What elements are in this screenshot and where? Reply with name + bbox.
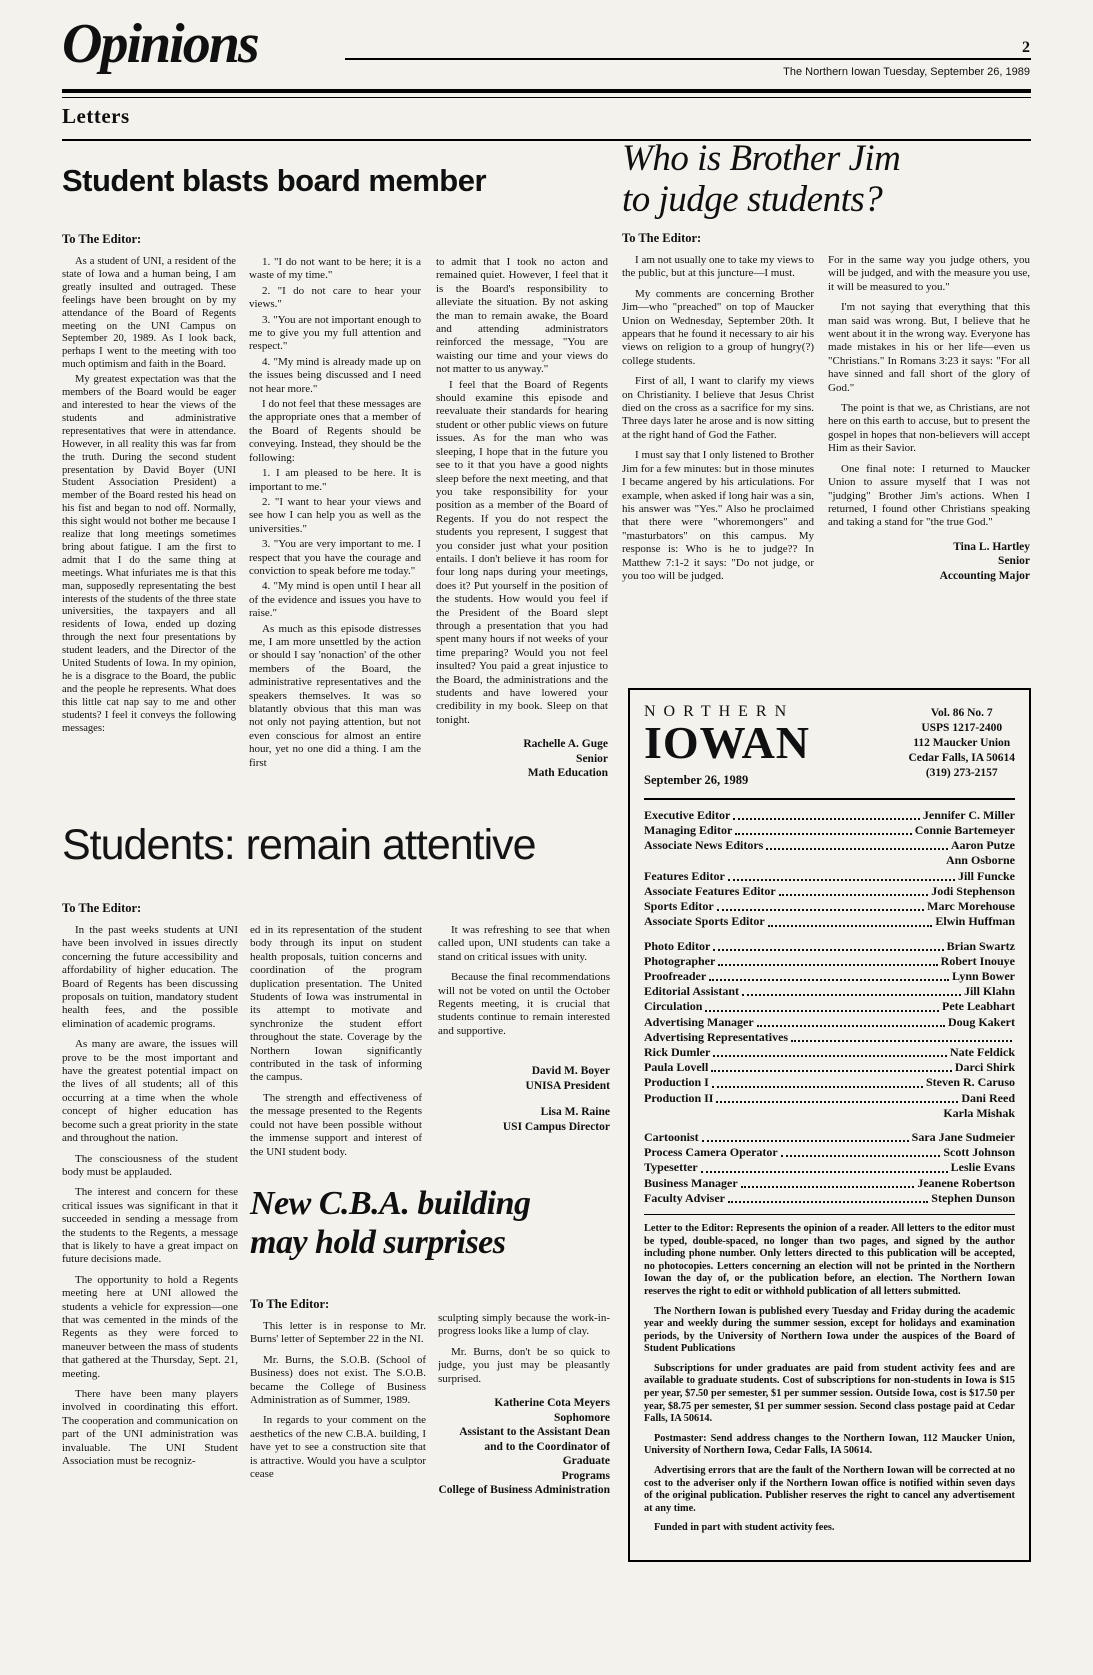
paragraph: I'm not saying that everything that this man said was wrong. But, I believe that he went about it in the wrong way. Everyone has made mistakes in his or her life—even us "Christians." In Romans 3:23 it says: "For all have sinned and fall short of the glory of God." (828, 301, 1030, 394)
staff-role: Typesetter (644, 1160, 698, 1175)
article-headline-students-attentive: Students: remain attentive (62, 821, 536, 869)
paragraph: Mr. Burns, the S.O.B. (School of Business) does not exist. The S.O.B. became the College of Business Administration as of Summer, 1989. (250, 1353, 426, 1407)
policy-paragraph: Advertising errors that are the fault of the Northern Iowan will be corrected at no cost to the adveriser only if the Northern Iowan office is notified within seven days of the original publication. Publisher reserves the right to cancel any advertisement at any time. (644, 1465, 1015, 1514)
staff-name: Doug Kakert (948, 1014, 1015, 1029)
staff-name: Jill Klahn (963, 984, 1015, 999)
staff-row (644, 823, 1015, 838)
staff-role: Features Editor (644, 868, 725, 883)
signature-block (438, 1396, 610, 1498)
paragraph: 2. "I want to hear your views and see how I can help you as well as the universities." (249, 495, 421, 535)
staff-role: Advertising Manager (644, 1014, 754, 1029)
staff-role: Rick Dumler (644, 1044, 711, 1059)
staff-name: Sara Jane Sudmeier (911, 1129, 1015, 1144)
staff-name: Brian Swartz (946, 938, 1015, 953)
staff-name: Jill Funcke (957, 868, 1015, 883)
dot-leader (716, 1101, 958, 1103)
staff-name: Jodi Stephenson (931, 883, 1015, 898)
signature-line: Math Education (527, 767, 608, 780)
signature-line: Rachelle A. Guge (523, 738, 608, 751)
staff-name: Leslie Evans (950, 1160, 1015, 1175)
headline-line: to judge students? (622, 179, 883, 221)
staff-role: Associate News Editors (644, 838, 764, 853)
staff-row (644, 884, 1015, 899)
staff-name: Lynn Bower (951, 968, 1015, 983)
paragraph: It was refreshing to see that when called upon, UNI students can take a stand on critical issues with unity. (438, 924, 610, 963)
policy-paragraph: The Northern Iowan is published every Tuesday and Friday during the academic year and weekly during the summer session, except for holidays and examination periods, by the University of Northern Iowa under the auspices of the Board of Student Publications (644, 1305, 1015, 1355)
staff-role: Advertising Representatives (644, 1029, 789, 1044)
paragraph: The strength and effectiveness of the message presented to the Regents could not have been possible without the immense support and interest of the UNI student body. (250, 1091, 422, 1158)
signature-line: Sophomore (553, 1411, 610, 1424)
paragraph: 4. "My mind is already made up on the issues being discussed and I need not hear more." (249, 355, 421, 395)
paragraph: As much as this episode distresses me, I am more unsettled by the action or should I say 'nonaction' of the other members of the Board, the administrative representatives and the speakers themselves. It was so blatantly obvious that this man was not only not paying attention, but not even conscious for almost an entire hour, yet no one did a thing. I am the first (249, 622, 421, 769)
staff-role: Faculty Adviser (644, 1190, 725, 1205)
paragraph: In the past weeks students at UNI have been involved in issues directly concerning the future accessibility and affordability of higher education. The Board of Regents has been discussing proposals on tuition, mandatory student health fees, and the possible elimination of academic programs. (62, 924, 238, 1030)
staff-name: Karla Mishak (943, 1105, 1015, 1120)
article-headline-cba (250, 1184, 620, 1263)
signature-line: and to the Coordinator of Graduate (484, 1440, 610, 1468)
staff-row (644, 984, 1015, 999)
signature-line: Programs (561, 1469, 610, 1482)
staff-name: Darci Shirk (954, 1060, 1015, 1075)
letters-heading: Letters (62, 104, 130, 128)
divider (644, 1214, 1015, 1215)
staff-row (644, 838, 1015, 853)
paragraph: My greatest expectation was that the members of the Board would be eager and interested to hear the views of the students and administrative representatives that were in attendance. However, in all reality this was far from the truth. During the second student presentation by David Boyer (UNI Student Association President) a member of the Board rested his head on his fist and began to nod off. Normally, this sight would not bother me because I realize that long meetings sometimes bring about fatigue. I am the first to admit that I do the same thing at meetings. What infuriates me is that this man, supposedly representating the best interests of the students of the three state universities, the taxpayers and all residents of Iowa, ended up dozing through the next four presentations by student leaders, and the Director of the United Students of Iowa. In my opinion, he is a disgrace to the Board, the public and the people he represents. What does this little cat nap say to me and other students? I feel it conveys the following messages: (62, 374, 236, 734)
staff-row (644, 969, 1015, 984)
paragraph: This letter is in response to Mr. Burns' letter of September 22 in the NI. (250, 1320, 426, 1346)
staff-name: Marc Morehouse (927, 899, 1015, 914)
signature-block (438, 1105, 610, 1134)
spacer (644, 1121, 1015, 1130)
paragraph: The interest and concern for these critical issues was significant in that it succeeded in sending a message from the students to the Regents, a message that is likely to have a great impact on future decisions made. (62, 1186, 238, 1266)
staff-name: Connie Bartemeyer (914, 823, 1015, 838)
masthead-nameplate (644, 702, 810, 788)
masthead-info-line: 112 Maucker Union (913, 737, 1011, 749)
staff-row (644, 1075, 1015, 1090)
dot-leader (741, 1186, 915, 1188)
staff-role: Production I (644, 1075, 709, 1090)
paragraph: 2. "I do not care to hear your views." (249, 284, 421, 311)
staff-name: Pete Leabhart (942, 999, 1015, 1014)
dot-leader (709, 979, 949, 981)
staff-role: Circulation (644, 999, 703, 1014)
masthead-box (628, 688, 1031, 1562)
salutation: To The Editor: (62, 901, 142, 915)
masthead-info-line: Cedar Falls, IA 50614 (908, 752, 1015, 764)
dot-leader (702, 1140, 909, 1142)
dot-leader (742, 994, 961, 996)
signature-line: Senior (998, 555, 1030, 568)
dot-leader (733, 818, 920, 820)
staff-row (644, 1176, 1015, 1191)
section-title: Opinions (62, 13, 258, 75)
article-column (62, 924, 238, 1564)
signature-line: Assistant to the Assistant Dean (459, 1426, 610, 1439)
paragraph: My comments are concerning Brother Jim—who "preached" on top of Maucker Union on Wednesday, September 20th. It appears that he found it necessary to air his views on religion to a group of hungry(?) college students. (622, 287, 814, 367)
staff-row (644, 1015, 1015, 1030)
header-thick-rule (62, 89, 1031, 93)
article-column (62, 256, 236, 816)
staff-name: Jennifer C. Miller (922, 807, 1015, 822)
dot-leader (757, 1025, 945, 1027)
signature-line: USI Campus Director (502, 1120, 610, 1133)
staff-list-group1 (644, 808, 1015, 930)
staff-row (644, 869, 1015, 884)
policy-paragraph: Postmaster: Send address changes to the Northern Iowan, 112 Maucker Union, University of Northern Iowa, Cedar Falls, IA 50614. (644, 1432, 1015, 1457)
paragraph: For in the same way you judge others, you will be judged, and with the measure you use, it will be measured to you." (828, 254, 1030, 293)
paragraph: I am not usually one to take my views to the public, but at this juncture—I must. (622, 254, 814, 280)
article-column (250, 924, 422, 1176)
paragraph: The opportunity to hold a Regents meeting here at UNI allowed the students a vehicle for expression—one that was cemented in the minds of the Regents as they were forced to maneuver between the mass of students that gathered at the Thursday, Sept. 21, meeting. (62, 1273, 238, 1380)
signature-block (436, 737, 608, 781)
paragraph: The point is that we, as Christians, are not here on this earth to accuse, but to present the gospel in hopes that non-believers will accept Him as their Savior. (828, 402, 1030, 455)
signature-block (828, 540, 1030, 584)
header-rule-right (345, 58, 1031, 60)
signature-line: Accounting Major (939, 569, 1030, 582)
headline-line: New C.B.A. building (250, 1185, 531, 1222)
staff-role: Managing Editor (644, 823, 733, 838)
dot-leader (791, 1040, 1012, 1042)
dot-leader (705, 1010, 939, 1012)
paragraph: 4. "My mind is open until I hear all of the evidence and issues you have to raise." (249, 580, 421, 620)
staff-row (644, 1106, 1015, 1121)
dot-leader (712, 1086, 923, 1088)
staff-list-group2 (644, 939, 1015, 1121)
staff-row (644, 899, 1015, 914)
signature-line: Katherine Cota Meyers (494, 1397, 610, 1410)
signature-line: Senior (576, 752, 608, 765)
staff-row (644, 808, 1015, 823)
article-column (438, 1312, 610, 1562)
signature-line: College of Business Administration (438, 1484, 610, 1497)
divider (644, 798, 1015, 800)
dot-leader (728, 1201, 928, 1203)
staff-name: Aaron Putze (950, 838, 1015, 853)
paragraph: Because the final recommendations will not be voted on until the October Regents meeting, it is crucial that students continue to remain interested and supportive. (438, 971, 610, 1037)
staff-name: Nate Feldick (950, 1044, 1015, 1059)
paragraph: I feel that the Board of Regents should examine this episode and reevaluate their standards for hearing student or other public views on future issues. As for the man who was sleeping, I hope that in the future you see to it that you have a good nights sleep before the next meeting, and that you take responsibility for your position as a member of the Board of Regents. If you do not respect the students you represent, I suggest that you consider just what your position entails. I don't believe it has room for four long naps during your meetings, does it? Put yourself in the position of the students. How would you feel if the President of the Board slept through a presentation that you had spent many hours if not weeks of your time preparing? Would you not feel insulted? You paid a great injustice to the Board, the administrations and the students and have lowered your credibility in my book. Sleep on that tonight. (436, 378, 608, 726)
paragraph: 1. I am pleased to be here. It is important to me." (249, 467, 421, 493)
staff-role: Photo Editor (644, 938, 711, 953)
policy-paragraph: Funded in part with student activity fees. (654, 1522, 835, 1534)
staff-name: Ann Osborne (945, 853, 1015, 868)
article-headline-brother-jim (622, 138, 1042, 221)
staff-row (644, 1091, 1015, 1106)
paragraph: There have been many players involved in coordinating this effort. The cooperation and communication on part of the UNI administration was invaluable. The UNI Student Association must be recogniz- (62, 1388, 238, 1468)
dot-leader (713, 1055, 947, 1057)
staff-row (644, 1145, 1015, 1160)
article-column (828, 254, 1030, 684)
headline-line: Who is Brother Jim (622, 138, 901, 179)
masthead-name-bottom: IOWAN (644, 717, 811, 769)
dot-leader (701, 1171, 948, 1173)
paragraph: 3. "You are not important enough to me to give you my full attention and respect." (249, 313, 421, 353)
staff-name: Elwin Huffman (935, 914, 1015, 929)
paragraph: 1. "I do not want to be here; it is a waste of my time." (249, 256, 421, 282)
staff-role: Business Manager (644, 1175, 738, 1190)
staff-name: Jeanene Robertson (917, 1175, 1015, 1190)
headline-line: may hold surprises (250, 1224, 506, 1262)
staff-role: Associate Features Editor (644, 883, 776, 898)
paragraph: I must say that I only listened to Brother Jim for a few minutes: but in those minutes I became angered by his articulations. For example, when asked if long hair was a sin, his answer was "Yes." Also he proclaimed that there were "whoremongers" and "masturbators" on this campus. My response is: Who is he to judge?? In Matthew 7:1-2 it says: "Do not judge, or you too will be judged. (622, 449, 814, 582)
letters-policy (644, 1223, 1015, 1535)
staff-row (644, 999, 1015, 1014)
signature-line: UNISA President (525, 1079, 610, 1092)
spacer (644, 930, 1015, 939)
dot-leader (717, 909, 924, 911)
dot-leader (781, 1155, 941, 1157)
staff-role: Photographer (644, 953, 716, 968)
staff-role: Paula Lovell (644, 1060, 709, 1075)
paragraph: I do not feel that these messages are the appropriate ones that a member of the Board of Regents should be conveying. Instead, they should be the following: (249, 398, 421, 464)
staff-name: Robert Inouye (940, 953, 1015, 968)
signature-line: David M. Boyer (531, 1065, 610, 1078)
staff-name: Steven R. Caruso (926, 1075, 1015, 1090)
paragraph: 3. "You are very important to me. I respect that you have the courage and conviction to speak before me today." (249, 538, 421, 577)
dot-leader (711, 1070, 952, 1072)
signature-line: Tina L. Hartley (953, 540, 1030, 553)
staff-list-group3 (644, 1130, 1015, 1206)
policy-paragraph: Subscriptions for under graduates are paid from student activity fees and are available to graduate students. Cost of subscriptions for non-students in Iowa is $15 per year, $7.50 per semester, $1 per summer session. Outside Iowa, cost is $17.50 per year, $8.75 per semester, $1 per summer session. Second class postage paid at Cedar Falls, IA 50614. (644, 1362, 1015, 1425)
article-headline-student-blasts: Student blasts board member (62, 163, 487, 198)
staff-row (644, 1045, 1015, 1060)
staff-row (644, 1160, 1015, 1175)
paragraph: One final note: I returned to Maucker Union to assure myself that I was not "judging" Brother Jim's actions. When I returned, I found other Christians speaking and taking a stand for "the true God." (828, 462, 1030, 529)
paragraph: to admit that I took no acton and remained quiet. However, I feel that it is the Board's responsibility to alleviate the situation. By not asking the man to remain awake, the Board and attending administrators reinforced the message, "You are waisting our time and your views do not matter to us anyway." (436, 256, 608, 376)
staff-row (644, 939, 1015, 954)
staff-row (644, 1130, 1015, 1145)
paragraph: The consciousness of the student body must be applauded. (62, 1152, 238, 1178)
staff-role: Editorial Assistant (644, 984, 740, 999)
masthead-info-line: USPS 1217-2400 (921, 722, 1003, 734)
article-column (249, 256, 421, 816)
paragraph: Mr. Burns, don't be so quick to judge, you just may be pleasantly surprised. (438, 1345, 610, 1385)
dot-leader (713, 949, 943, 951)
staff-role: Production II (644, 1090, 714, 1105)
masthead-header (644, 702, 1015, 788)
salutation: To The Editor: (622, 231, 702, 245)
header-thin-rule (62, 97, 1031, 98)
dot-leader (728, 879, 955, 881)
staff-role: Cartoonist (644, 1129, 699, 1144)
policy-paragraph: Letter to the Editor: Represents the opinion of a reader. All letters to the editor must be typed, double-spaced, no longer than two pages, and signed by the author including phone number. Only letters directed to this publication will be accepted, no photocopies. Letters concerning an election will not be printed in the Northern Iowan the day of, or the publication before, an election. The Northern Iowan reserves the right to edit or withhold publication of all letters submitted. (644, 1222, 1015, 1297)
staff-name: Stephen Dunson (931, 1190, 1015, 1205)
staff-row (644, 914, 1015, 929)
staff-row (644, 954, 1015, 969)
paragraph: In regards to your comment on the aesthetics of the new C.B.A. building, I have yet to see a construction site that is attractive. Would you have a sculptor cease (250, 1414, 426, 1481)
masthead-info-line: Vol. 86 No. 7 (930, 707, 993, 719)
staff-row (644, 1030, 1015, 1045)
masthead-name-top: NORTHERN (644, 703, 795, 720)
staff-name: Scott Johnson (943, 1145, 1015, 1160)
dot-leader (735, 833, 911, 835)
staff-role: Sports Editor (644, 899, 714, 914)
paragraph: As a student of UNI, a resident of the state of Iowa and a human being, I am greatly insulted and outraged. These feelings have been brought on by my attendance of the Board of Regents meeting on the UNI Campus on September 20, 1989. As I look back, perhaps I went to the meeting with too much optimism and faith in the Board. (62, 256, 236, 371)
staff-row (644, 1060, 1015, 1075)
salutation: To The Editor: (62, 232, 142, 246)
signature-block (438, 1064, 610, 1093)
article-column (622, 254, 814, 684)
dot-leader (779, 894, 929, 896)
paragraph: ed in its representation of the student body through its input on student health proposals, tuition concerns and coordination of the program duplication presentation. The United Students of Iowa was instrumental in its attempt to motivate and synchronize the student effort throughout the state. Coverage by the Northern Iowan significantly contributed in the task of informing the campus. (250, 924, 422, 1084)
paragraph: As many are aware, the issues will prove to be the most important and have the greatest potential impact on the lives of all students; all of this occurring at a time when the whole concept of higher education has become such a great priority in the state and throughout the nation. (62, 1038, 238, 1145)
staff-row (644, 1191, 1015, 1206)
salutation: To The Editor: (250, 1297, 330, 1311)
masthead-date: September 26, 1989 (644, 772, 749, 787)
staff-role: Process Camera Operator (644, 1145, 778, 1160)
staff-role: Proofreader (644, 968, 707, 983)
dateline: The Northern Iowan Tuesday, September 26, 1989 (783, 66, 1030, 78)
article-column (436, 256, 608, 816)
paragraph: sculpting simply because the work-in-progress looks like a lump of clay. (438, 1312, 610, 1338)
staff-role: Executive Editor (644, 807, 731, 822)
staff-row (644, 853, 1015, 868)
masthead-info-line: (319) 273-2157 (925, 767, 998, 779)
article-column (438, 924, 610, 1204)
dot-leader (768, 925, 933, 927)
staff-name: Dani Reed (961, 1090, 1015, 1105)
dot-leader (766, 848, 948, 850)
page-number: 2 (1022, 39, 1030, 56)
paragraph: First of all, I want to clarify my views on Christianity. I believe that Jesus Christ died on the cross as a sacrifice for my sins. Three days later he arose and is now sitting at the right hand of God the Father. (622, 375, 814, 441)
article-column (250, 1320, 426, 1565)
masthead-info (909, 702, 1016, 788)
dot-leader (718, 964, 937, 966)
signature-line: Lisa M. Raine (540, 1106, 610, 1119)
staff-role: Associate Sports Editor (644, 914, 765, 929)
